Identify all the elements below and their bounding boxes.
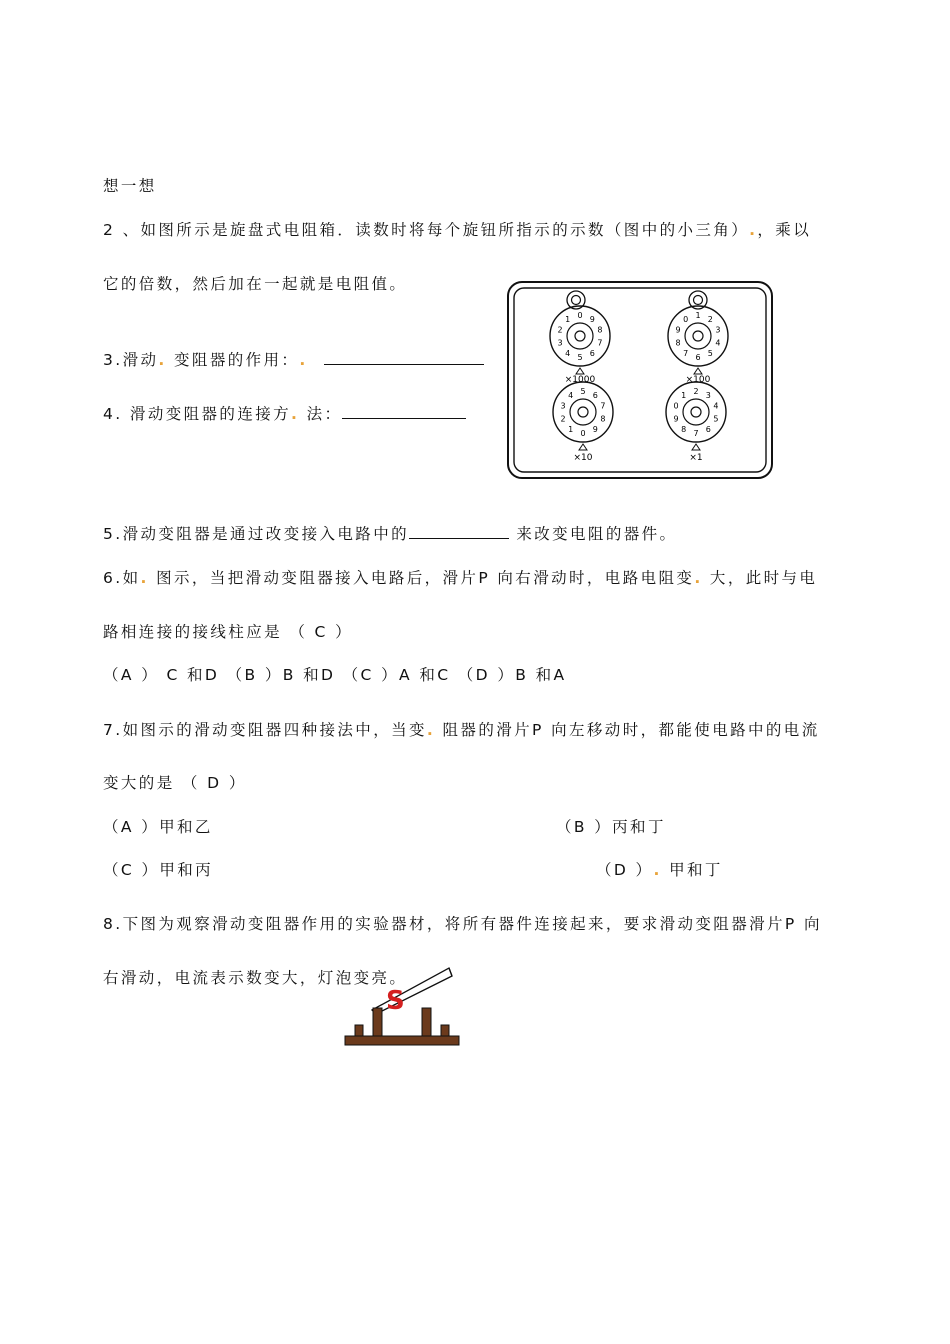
- q7-option-a: （A ）甲和乙: [103, 818, 213, 836]
- dot-mark: .: [291, 405, 300, 423]
- dial-label-x1000: ×1000: [564, 375, 596, 385]
- dial-digit: 6: [705, 424, 711, 434]
- dial-digit: 7: [683, 348, 689, 358]
- dot-mark: .: [749, 221, 758, 239]
- dial-digit: 4: [715, 338, 721, 348]
- dial-x1000[interactable]: [550, 306, 610, 374]
- dial-digit: 2: [560, 414, 566, 424]
- dial-digit: 3: [705, 391, 711, 401]
- dial-pointer-triangle: [579, 444, 587, 450]
- q7-line2: 变大的是 （ D ）: [103, 774, 247, 792]
- dial-digit: 6: [695, 353, 701, 362]
- q7-option-b: （B ）丙和丁: [556, 818, 666, 836]
- dial-digit: 9: [675, 325, 681, 335]
- dot-mark: .: [426, 721, 436, 739]
- dial-digit: 3: [557, 338, 563, 348]
- dial-digit: 7: [600, 401, 606, 411]
- dial-digit: 8: [597, 325, 603, 335]
- dot-mark: .: [299, 351, 308, 369]
- dial-digit: 0: [580, 429, 586, 438]
- dial-digit: 0: [683, 315, 689, 325]
- q7-text-b: 阻器的滑片P 向左移动时，都能使电路中的电流: [435, 721, 820, 739]
- dot-mark: .: [694, 569, 703, 587]
- dial-x10[interactable]: [553, 382, 613, 450]
- q7-line1: [103, 718, 820, 740]
- q4-text-post: 法：: [299, 405, 343, 423]
- resistance-box-figure: [506, 280, 774, 480]
- q7-option-d: [596, 858, 723, 880]
- dial-digit: 1: [695, 311, 701, 320]
- dial-digit: 8: [600, 414, 606, 424]
- q8-line1: 8.下图为观察滑动变阻器作用的实验器材，将所有器件连接起来，要求滑动变阻器滑片P 向: [103, 915, 822, 933]
- q4-answer-blank[interactable]: [342, 402, 466, 419]
- q6-text-a: 6.如: [103, 569, 141, 587]
- dial-label-x100: ×100: [685, 375, 711, 385]
- dial-digit: 9: [673, 414, 679, 424]
- q2-line1: [103, 218, 811, 240]
- dot-mark: .: [140, 569, 149, 587]
- dial-digit: 2: [707, 315, 713, 325]
- q3-answer-blank[interactable]: [324, 348, 484, 365]
- dial-label-x1: ×1: [689, 453, 703, 463]
- dial-digit: 7: [597, 338, 603, 348]
- q6-line2: 路相连接的接线柱应是 （ C ）: [103, 623, 354, 641]
- heading: 想一想: [103, 177, 157, 195]
- dial-digit: 9: [589, 315, 595, 325]
- dial-digit: 3: [560, 401, 566, 411]
- dial-digit: 8: [681, 424, 687, 434]
- q2-text-end: ，乘以: [757, 221, 812, 239]
- q3-text: 3.滑动: [103, 351, 159, 369]
- q7-option-c: （C ）甲和丙: [103, 861, 214, 879]
- q4-text: 4. 滑动变阻器的连接方: [103, 405, 292, 423]
- knife-switch-figure: [340, 962, 465, 1052]
- switch-base: [345, 1036, 459, 1045]
- dial-digit: 5: [713, 414, 719, 424]
- dial-digit: 6: [589, 348, 595, 358]
- q6-text-b: 图示，当把滑动变阻器接入电路后，滑片P 向右滑动时，电路电阻变: [148, 569, 695, 587]
- dial-digit: 0: [577, 311, 583, 320]
- dial-digit: 8: [675, 338, 681, 348]
- q3: [103, 348, 484, 370]
- dial-digit: 1: [681, 391, 687, 401]
- dial-pointer-triangle: [692, 444, 700, 450]
- switch-label: S: [386, 986, 405, 1016]
- dial-digit: 1: [565, 315, 571, 325]
- dial-x100[interactable]: [668, 306, 728, 374]
- dial-digit: 2: [557, 325, 563, 335]
- q5-answer-blank[interactable]: [409, 522, 509, 539]
- q7-text-a: 7.如图示的滑动变阻器四种接法中，当变: [103, 721, 427, 739]
- dial-digit: 9: [592, 424, 598, 434]
- dot-mark: .: [653, 861, 662, 879]
- dot-mark: .: [158, 351, 167, 369]
- dial-digit: 2: [693, 387, 699, 396]
- q6-line1: [103, 566, 817, 588]
- q8-line2: 右滑动，电流表示数变大，灯泡变亮。: [103, 969, 408, 987]
- switch-blade[interactable]: [372, 968, 452, 1014]
- q2-line2: 它的倍数，然后加在一起就是电阻值。: [103, 275, 408, 293]
- q2-text: 2 、如图所示是旋盘式电阻箱．读数时将每个旋钮所指示的示数（图中的小三角）: [103, 221, 750, 239]
- dial-digit: 3: [715, 325, 721, 335]
- dial-digit: 6: [592, 391, 598, 401]
- dial-digit: 1: [568, 424, 574, 434]
- q7-option-d-text: 甲和丁: [661, 861, 723, 879]
- dial-digit: 5: [707, 348, 713, 358]
- dial-digit: 4: [565, 348, 571, 358]
- q3-text-mid: 变阻器的作用：: [166, 351, 300, 369]
- dial-digit: 0: [673, 401, 679, 411]
- q5-text-post: 来改变电阻的器件。: [509, 525, 678, 543]
- dial-digit: 5: [580, 387, 586, 396]
- dial-digit: 7: [693, 429, 699, 438]
- dial-x1[interactable]: [666, 382, 726, 450]
- dial-digit: 4: [713, 401, 719, 411]
- q7-option-d-prefix: （D ）: [596, 861, 654, 879]
- dial-pointer-triangle: [694, 368, 702, 374]
- q6-text-c: 大，此时与电: [702, 569, 818, 587]
- dial-digit: 5: [577, 353, 583, 362]
- q5-text: 5.滑动变阻器是通过改变接入电路中的: [103, 525, 409, 543]
- dial-label-x10: ×10: [573, 453, 593, 463]
- dial-digit: 4: [568, 391, 574, 401]
- q6-options: （A ） C 和D （B ）B 和D （C ）A 和C （D ）B 和A: [103, 666, 567, 684]
- q5: [103, 522, 677, 544]
- dial-pointer-triangle: [576, 368, 584, 374]
- q4: [103, 402, 466, 424]
